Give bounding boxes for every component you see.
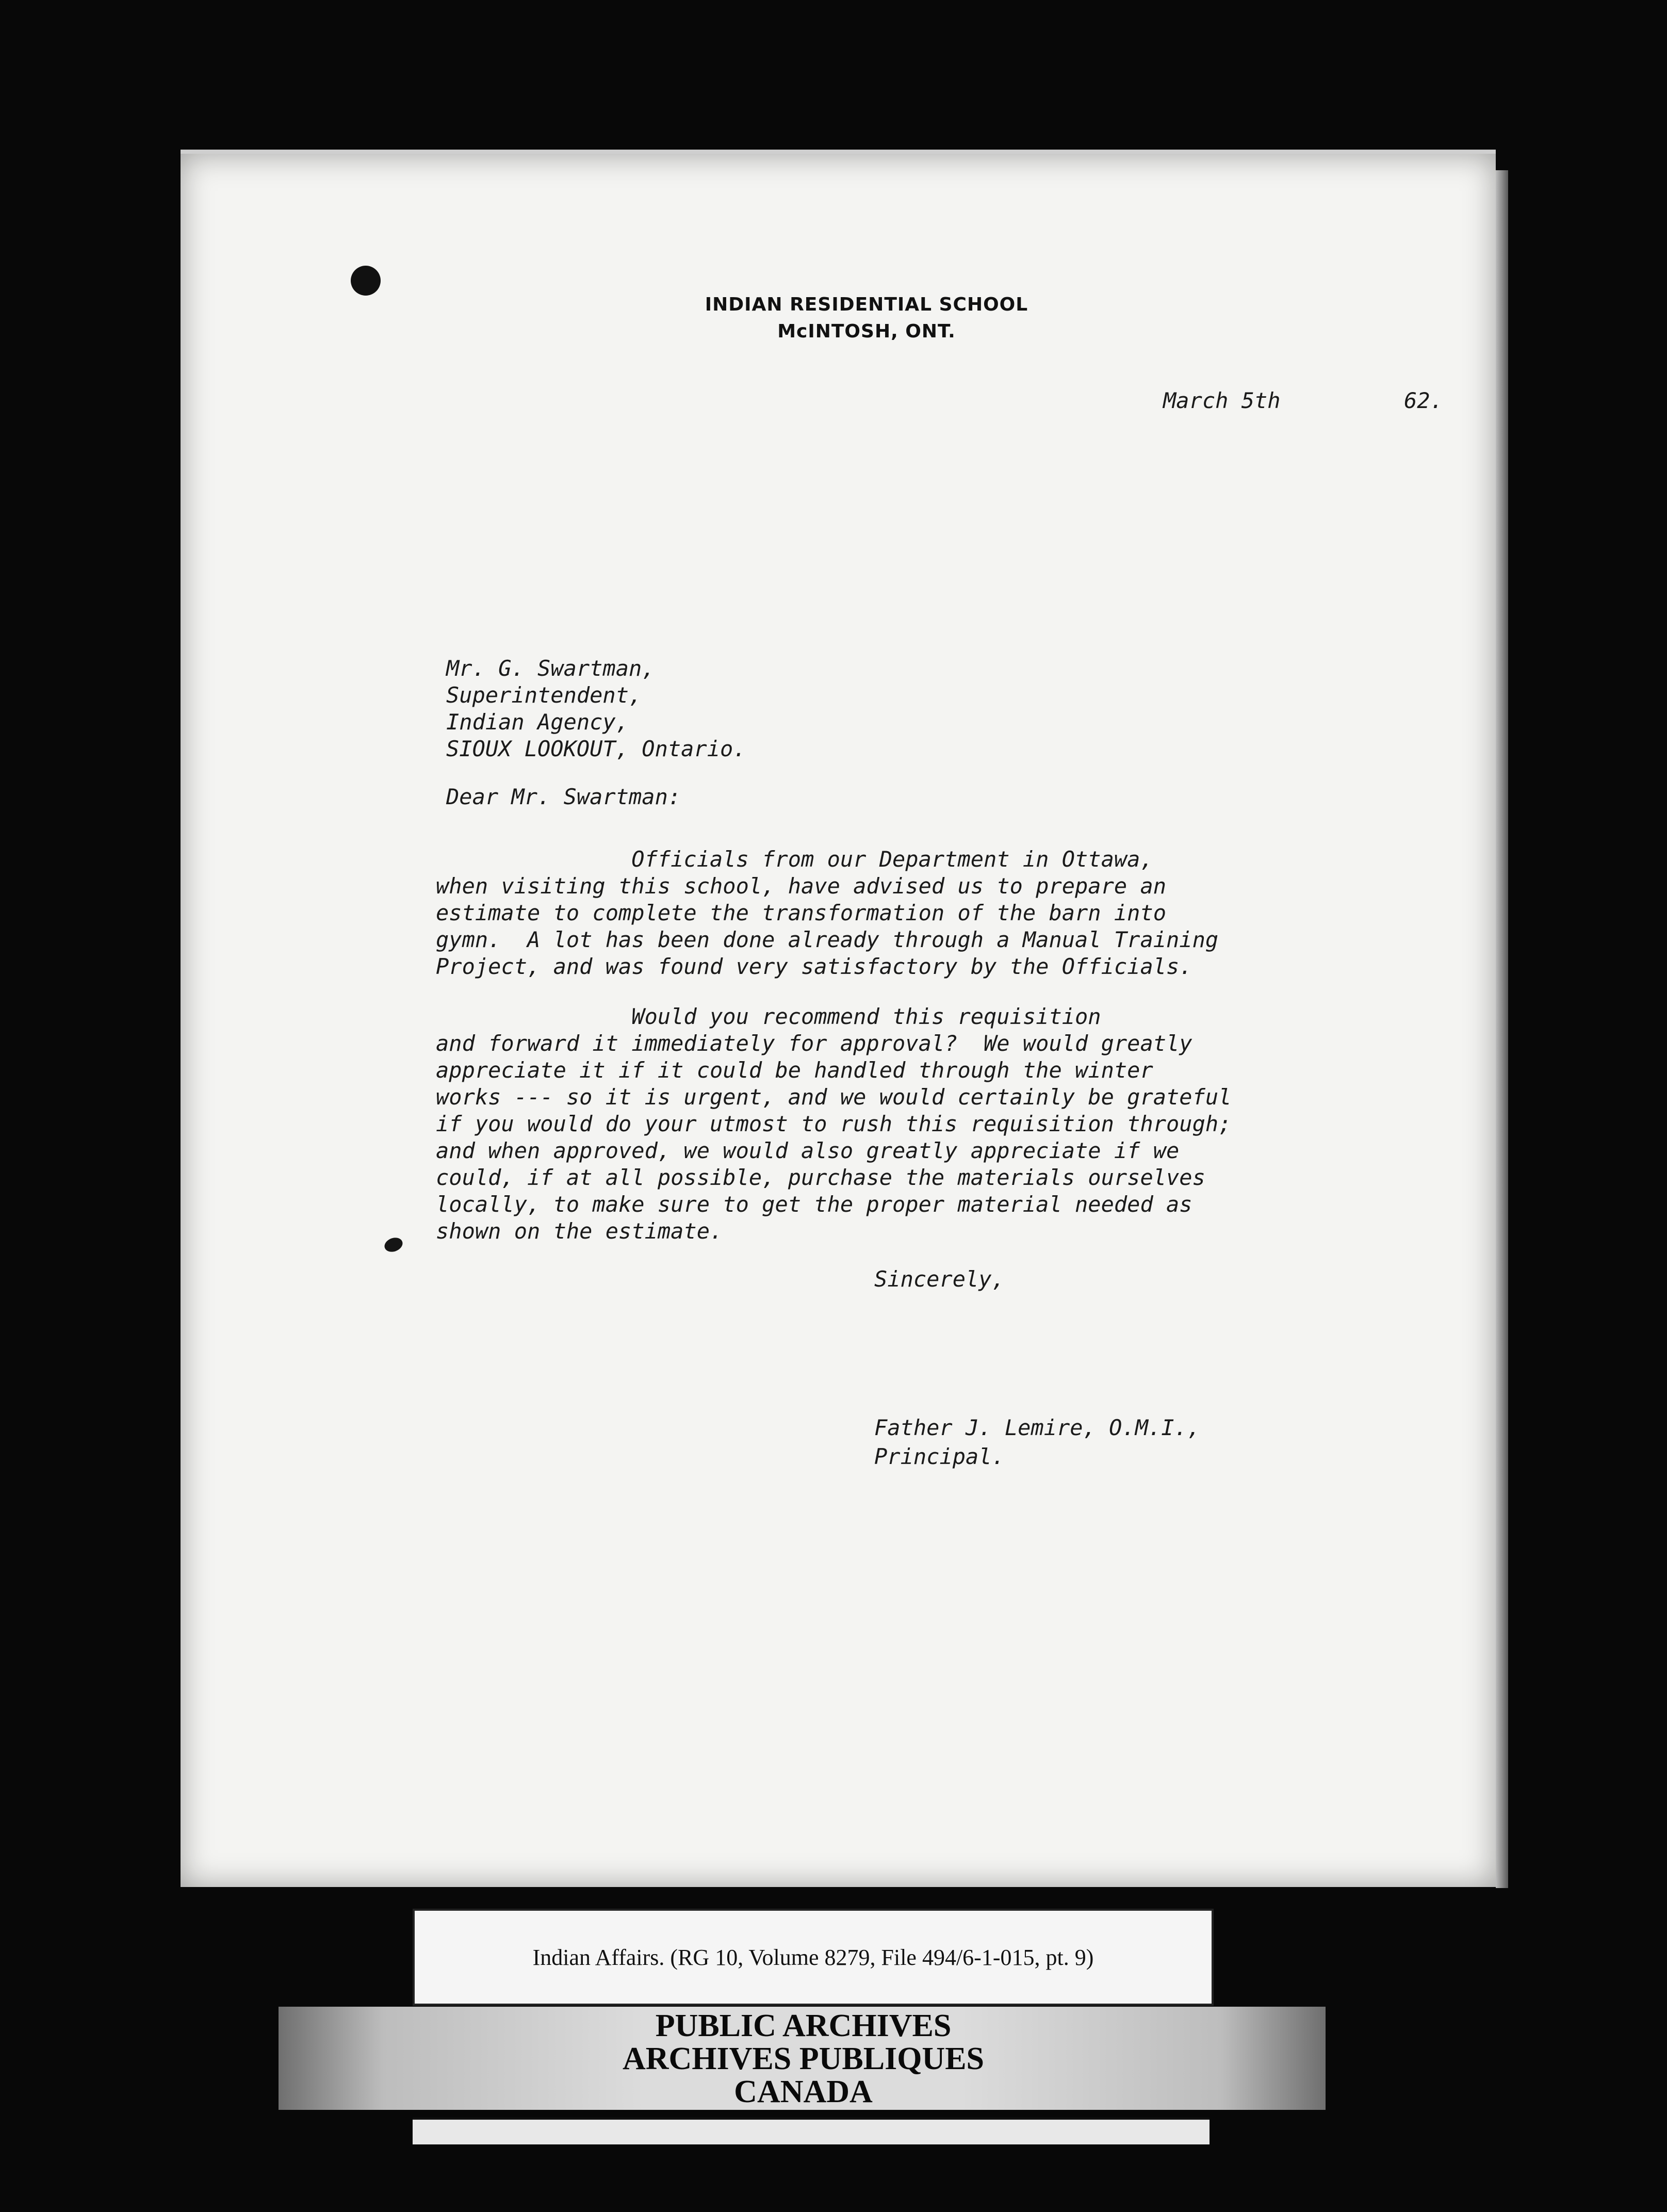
letterhead-school-name: INDIAN RESIDENTIAL SCHOOL bbox=[705, 294, 1028, 315]
recipient-agency: Indian Agency, bbox=[446, 709, 629, 735]
recipient-address bbox=[446, 655, 746, 762]
letter-year: 62. bbox=[1404, 388, 1443, 413]
signatory-title: Principal. bbox=[874, 1444, 1005, 1469]
archive-bottom-strip bbox=[413, 2118, 1210, 2144]
archive-stamp-country: CANADA bbox=[734, 2074, 873, 2109]
recipient-location: SIOUX LOOKOUT, Ontario. bbox=[446, 736, 746, 761]
archive-stamp bbox=[490, 2009, 1117, 2108]
body-paragraph-2: Would you recommend this requisition and forward it immediately for approval? We would greatly appreciate it if it could be handled through the winter works --- so it is urgent, and we would certainly be grateful if you would do your utmost to rush this requisition through; and when approved, we would also greatly appreciate if we could, if at all possible, purchase the materials ourselves locally, to make sure to get the proper material needed as shown on the estimate. bbox=[436, 1004, 1232, 1244]
letterhead bbox=[671, 291, 1063, 345]
signature-block bbox=[874, 1413, 1200, 1471]
letter-date: March 5th bbox=[1163, 388, 1281, 413]
letterhead-location: McINTOSH, ONT. bbox=[777, 321, 956, 342]
archive-stamp-english: PUBLIC ARCHIVES bbox=[655, 2008, 952, 2043]
recipient-title: Superintendent, bbox=[446, 682, 642, 708]
salutation: Dear Mr. Swartman: bbox=[446, 784, 681, 809]
paper-stack-edge bbox=[1496, 170, 1508, 1888]
closing: Sincerely, bbox=[874, 1266, 1005, 1292]
recipient-name: Mr. G. Swartman, bbox=[446, 656, 655, 681]
archive-reference-label: Indian Affairs. (RG 10, Volume 8279, File 494/6-1-015, pt. 9) bbox=[413, 1909, 1214, 2006]
signatory-name: Father J. Lemire, O.M.I., bbox=[874, 1415, 1201, 1440]
archive-stamp-french: ARCHIVES PUBLIQUES bbox=[622, 2041, 985, 2076]
body-paragraph-1: Officials from our Department in Ottawa, when visiting this school, have advised us to prepare an estimate to complete the transformation of the barn into gymn. A lot has been done already through a Manual Training Project, and was found very satisfactory by the Officials. bbox=[436, 847, 1219, 979]
punch-hole bbox=[351, 266, 381, 296]
